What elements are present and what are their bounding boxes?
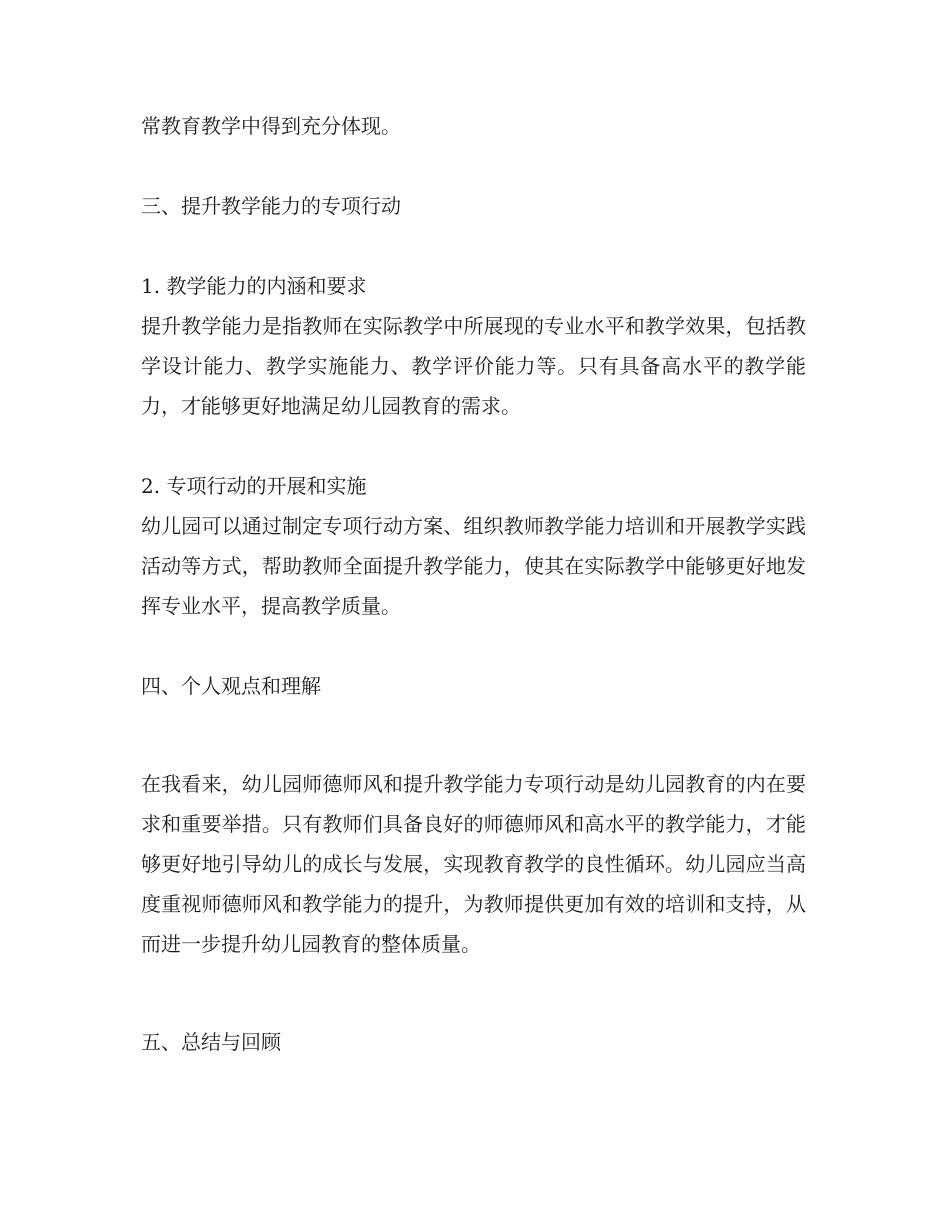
- spacer: [141, 626, 806, 666]
- intro-paragraph-tail: 常教育教学中得到充分体现。: [141, 114, 401, 138]
- subsection-3-2-body: 幼儿园可以通过制定专项行动方案、组织教师教学能力培训和开展教学实践活动等方式，帮助教师全面提升教学能力，使其在实际教学中能够更好地发挥专业水平，提高教学质量。: [141, 514, 806, 618]
- section-4-heading: 四、个人观点和理解: [141, 674, 321, 698]
- spacer: [141, 226, 806, 266]
- subsection-3-1-heading: 1. 教学能力的内涵和要求: [141, 274, 367, 298]
- subsection-3-2-heading: 2. 专项行动的开展和实施: [141, 474, 367, 498]
- document-body: [141, 106, 806, 1062]
- section-4-body: 在我看来，幼儿园师德师风和提升教学能力专项行动是幼儿园教育的内在要求和重要举措。只有教师们具备良好的师德师风和高水平的教学能力，才能够更好地引导幼儿的成长与发展，实现教育教学的良性循环。幼儿园应当高度重视师德师风和教学能力的提升，为教师提供更加有效的培训和支持，从而进一步提升幼儿园教育的整体质量。: [141, 772, 806, 956]
- section-3-heading: 三、提升教学能力的专项行动: [141, 194, 401, 218]
- section-5-heading: 五、总结与回顾: [141, 1030, 281, 1054]
- subsection-3-1-body: 提升教学能力是指教师在实际教学中所展现的专业水平和教学效果，包括教学设计能力、教学实施能力、教学评价能力等。只有具备高水平的教学能力，才能够更好地满足幼儿园教育的需求。: [141, 314, 806, 418]
- spacer: [141, 426, 806, 466]
- spacer: [141, 146, 806, 186]
- spacer: [141, 964, 806, 1022]
- spacer: [141, 706, 806, 764]
